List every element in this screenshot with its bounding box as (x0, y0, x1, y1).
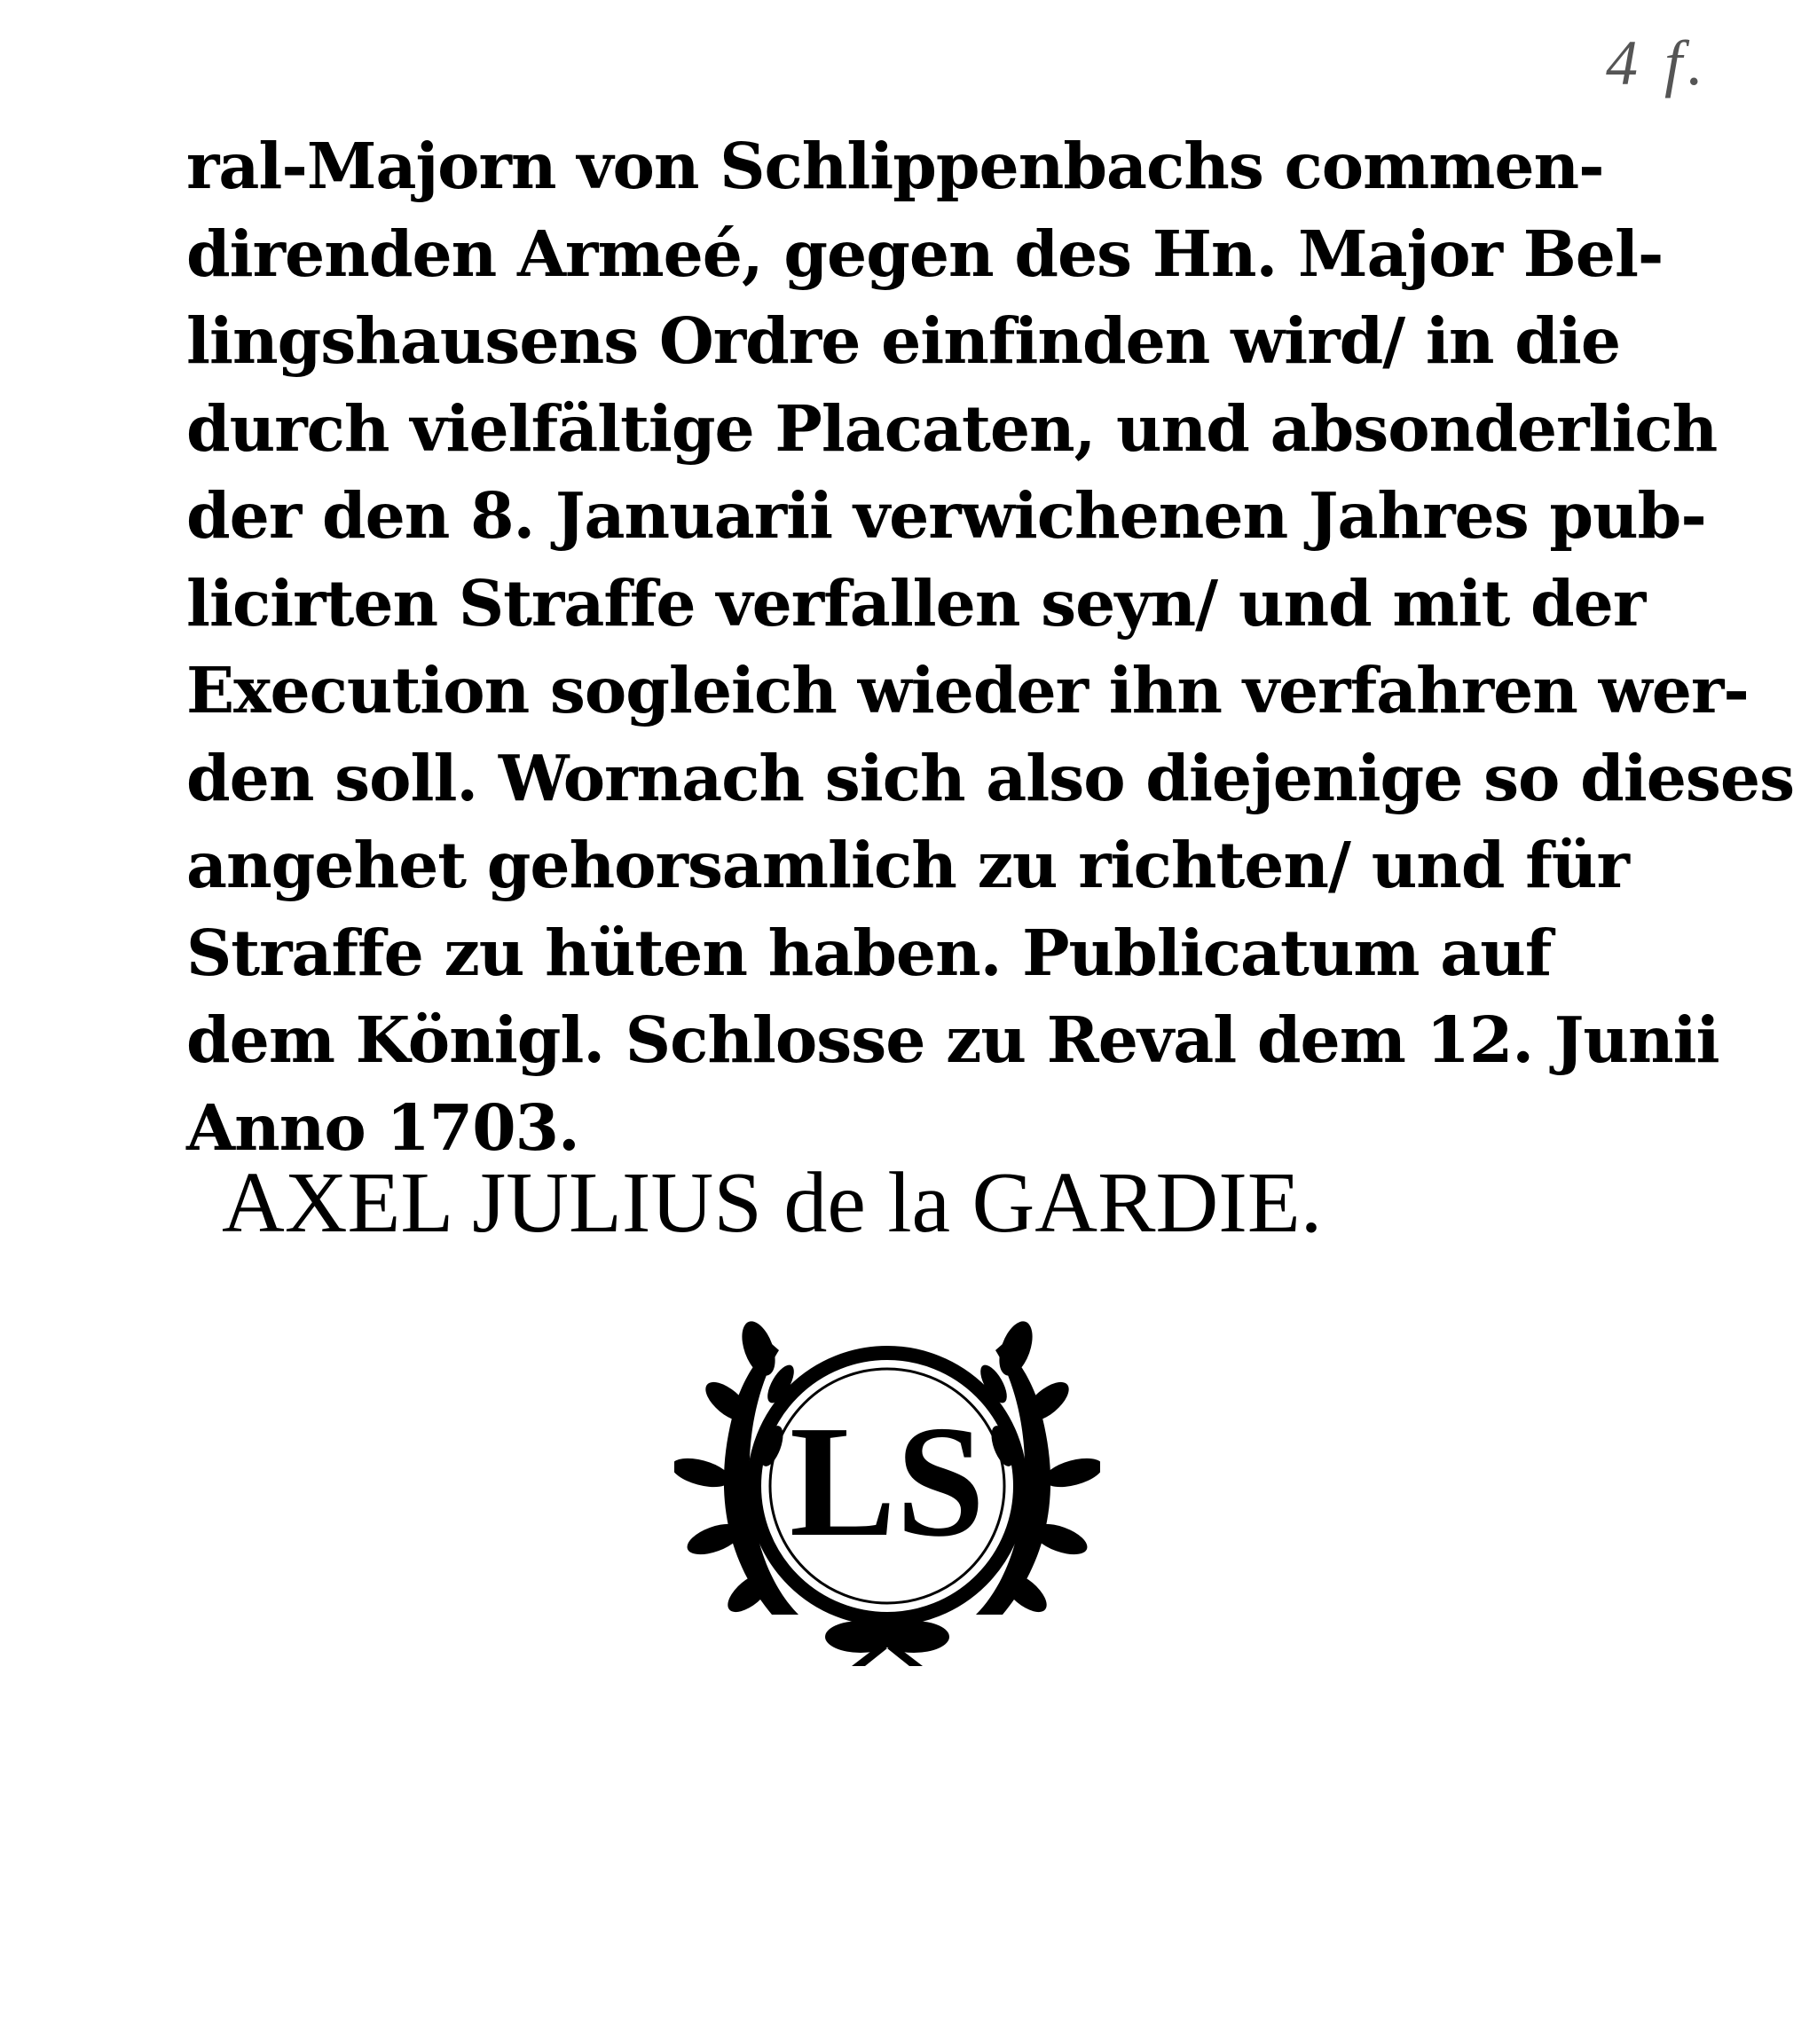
text-line: den soll. Wornach sich also diejenige so dieses (186, 740, 1795, 815)
signature-line: AXEL JULIUS de la GARDIE. (222, 1155, 1323, 1251)
seal-emblem (674, 1295, 1100, 1668)
text-line: angehet gehorsamlich zu richten/ und für (186, 828, 1629, 902)
text-line: Anno 1703. (186, 1089, 579, 1165)
text-line: Execution sogleich wieder ihn verfahren wer- (186, 653, 1749, 727)
text-line: ral-Majorn von Schlippenbachs commen- (186, 129, 1604, 203)
handwritten-shelfmark: 4 f. (1606, 28, 1710, 98)
text-line: lingshausens Ordre einfinden wird/ in die (186, 303, 1621, 378)
text-line: dem Königl. Schlosse zu Reval dem 12. Junii (186, 1002, 1719, 1077)
body-text (186, 122, 1795, 1171)
text-line: direnden Armeé, gegen des Hn. Major Bel- (186, 216, 1664, 291)
text-line: licirten Straffe verfallen seyn/ und mit der (186, 565, 1646, 641)
wreath-seal-icon (674, 1295, 1100, 1668)
seal-monogram: LS (789, 1393, 986, 1569)
text-line: durch vielfältige Placaten, und absonderlich (186, 390, 1718, 466)
text-line: der den 8. Januarii verwichenen Jahres pub- (186, 478, 1706, 553)
text-line: Straffe zu hüten haben. Publicatum auf (186, 915, 1552, 990)
